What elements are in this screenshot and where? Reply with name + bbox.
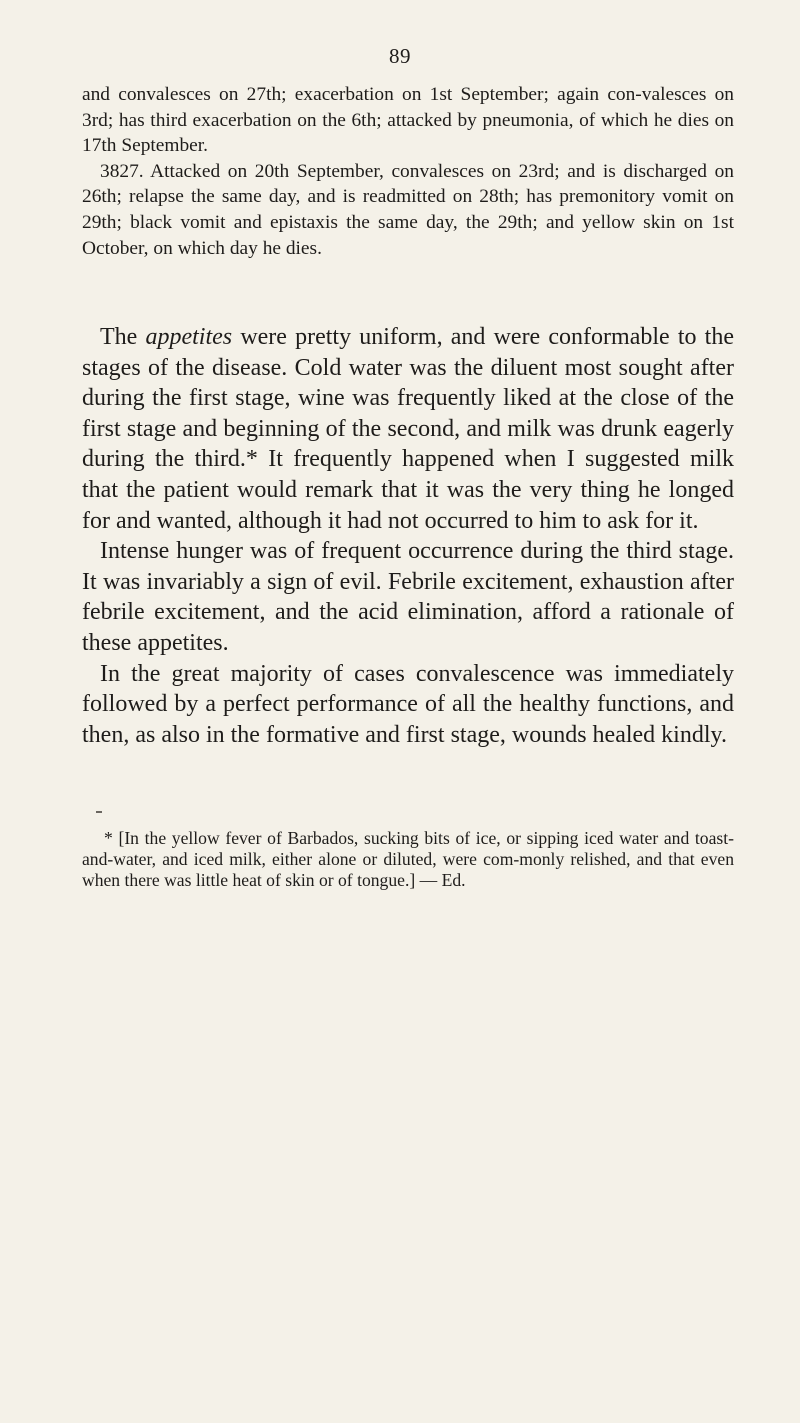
appetites-intro: The [100, 324, 138, 350]
paragraph-hunger: Intense hunger was of frequent occurrence during the third stage. It was invariably a sign of evil. Febrile excitement, exhaustion after febrile excitement, and the acid elimination, afford a rationale of these appetites. [82, 538, 734, 656]
appetites-rest: were pretty uniform, and were conformable to the stages of the disease. Cold water was the diluent most sought after during the first stage, wine was frequently liked at the close of the first stage and beginning of the second, and milk was drunk eagerly during the third.* It frequently happened when I suggested milk that the patient would remark that it was the very thing he longed for and wanted, although it had not occurred to him to ask for it. [82, 324, 734, 534]
footnote [82, 828, 734, 890]
paragraph-convalescence: In the great majority of cases convalescence was immediately followed by a perfect performance of all the healthy functions, and then, as also in the formative and first stage, wounds healed kindly. [82, 660, 734, 748]
main-body [82, 322, 734, 750]
page-number: 89 [389, 44, 411, 68]
appetites-term: appetites [145, 324, 233, 350]
case-continuation: and convalesces on 27th; exacerbation on 1st September; again con-valesces on 3rd; has third exacerbation on the 6th; attacked by pneumonia, of which he dies on 17th September. [82, 84, 734, 157]
paragraph-appetites [82, 322, 734, 536]
footnote-text: * [In the yellow fever of Barbados, sucking bits of ice, or sipping iced water and toast-and-water, and iced milk, either alone or diluted, were com-monly relished, and that even when there was little heat of skin or of tongue.] — Ed. [82, 828, 734, 890]
case-entry-3827: 3827. Attacked on 20th September, convalesces on 23rd; and is discharged on 26th; relapse the same day, and is readmitted on 28th; has premonitory vomit on 29th; black vomit and epistaxis the same day, the 29th; and yellow skin on 1st October, on which day he dies. [82, 160, 734, 259]
case-notes [82, 82, 734, 261]
print-mark [96, 811, 102, 813]
